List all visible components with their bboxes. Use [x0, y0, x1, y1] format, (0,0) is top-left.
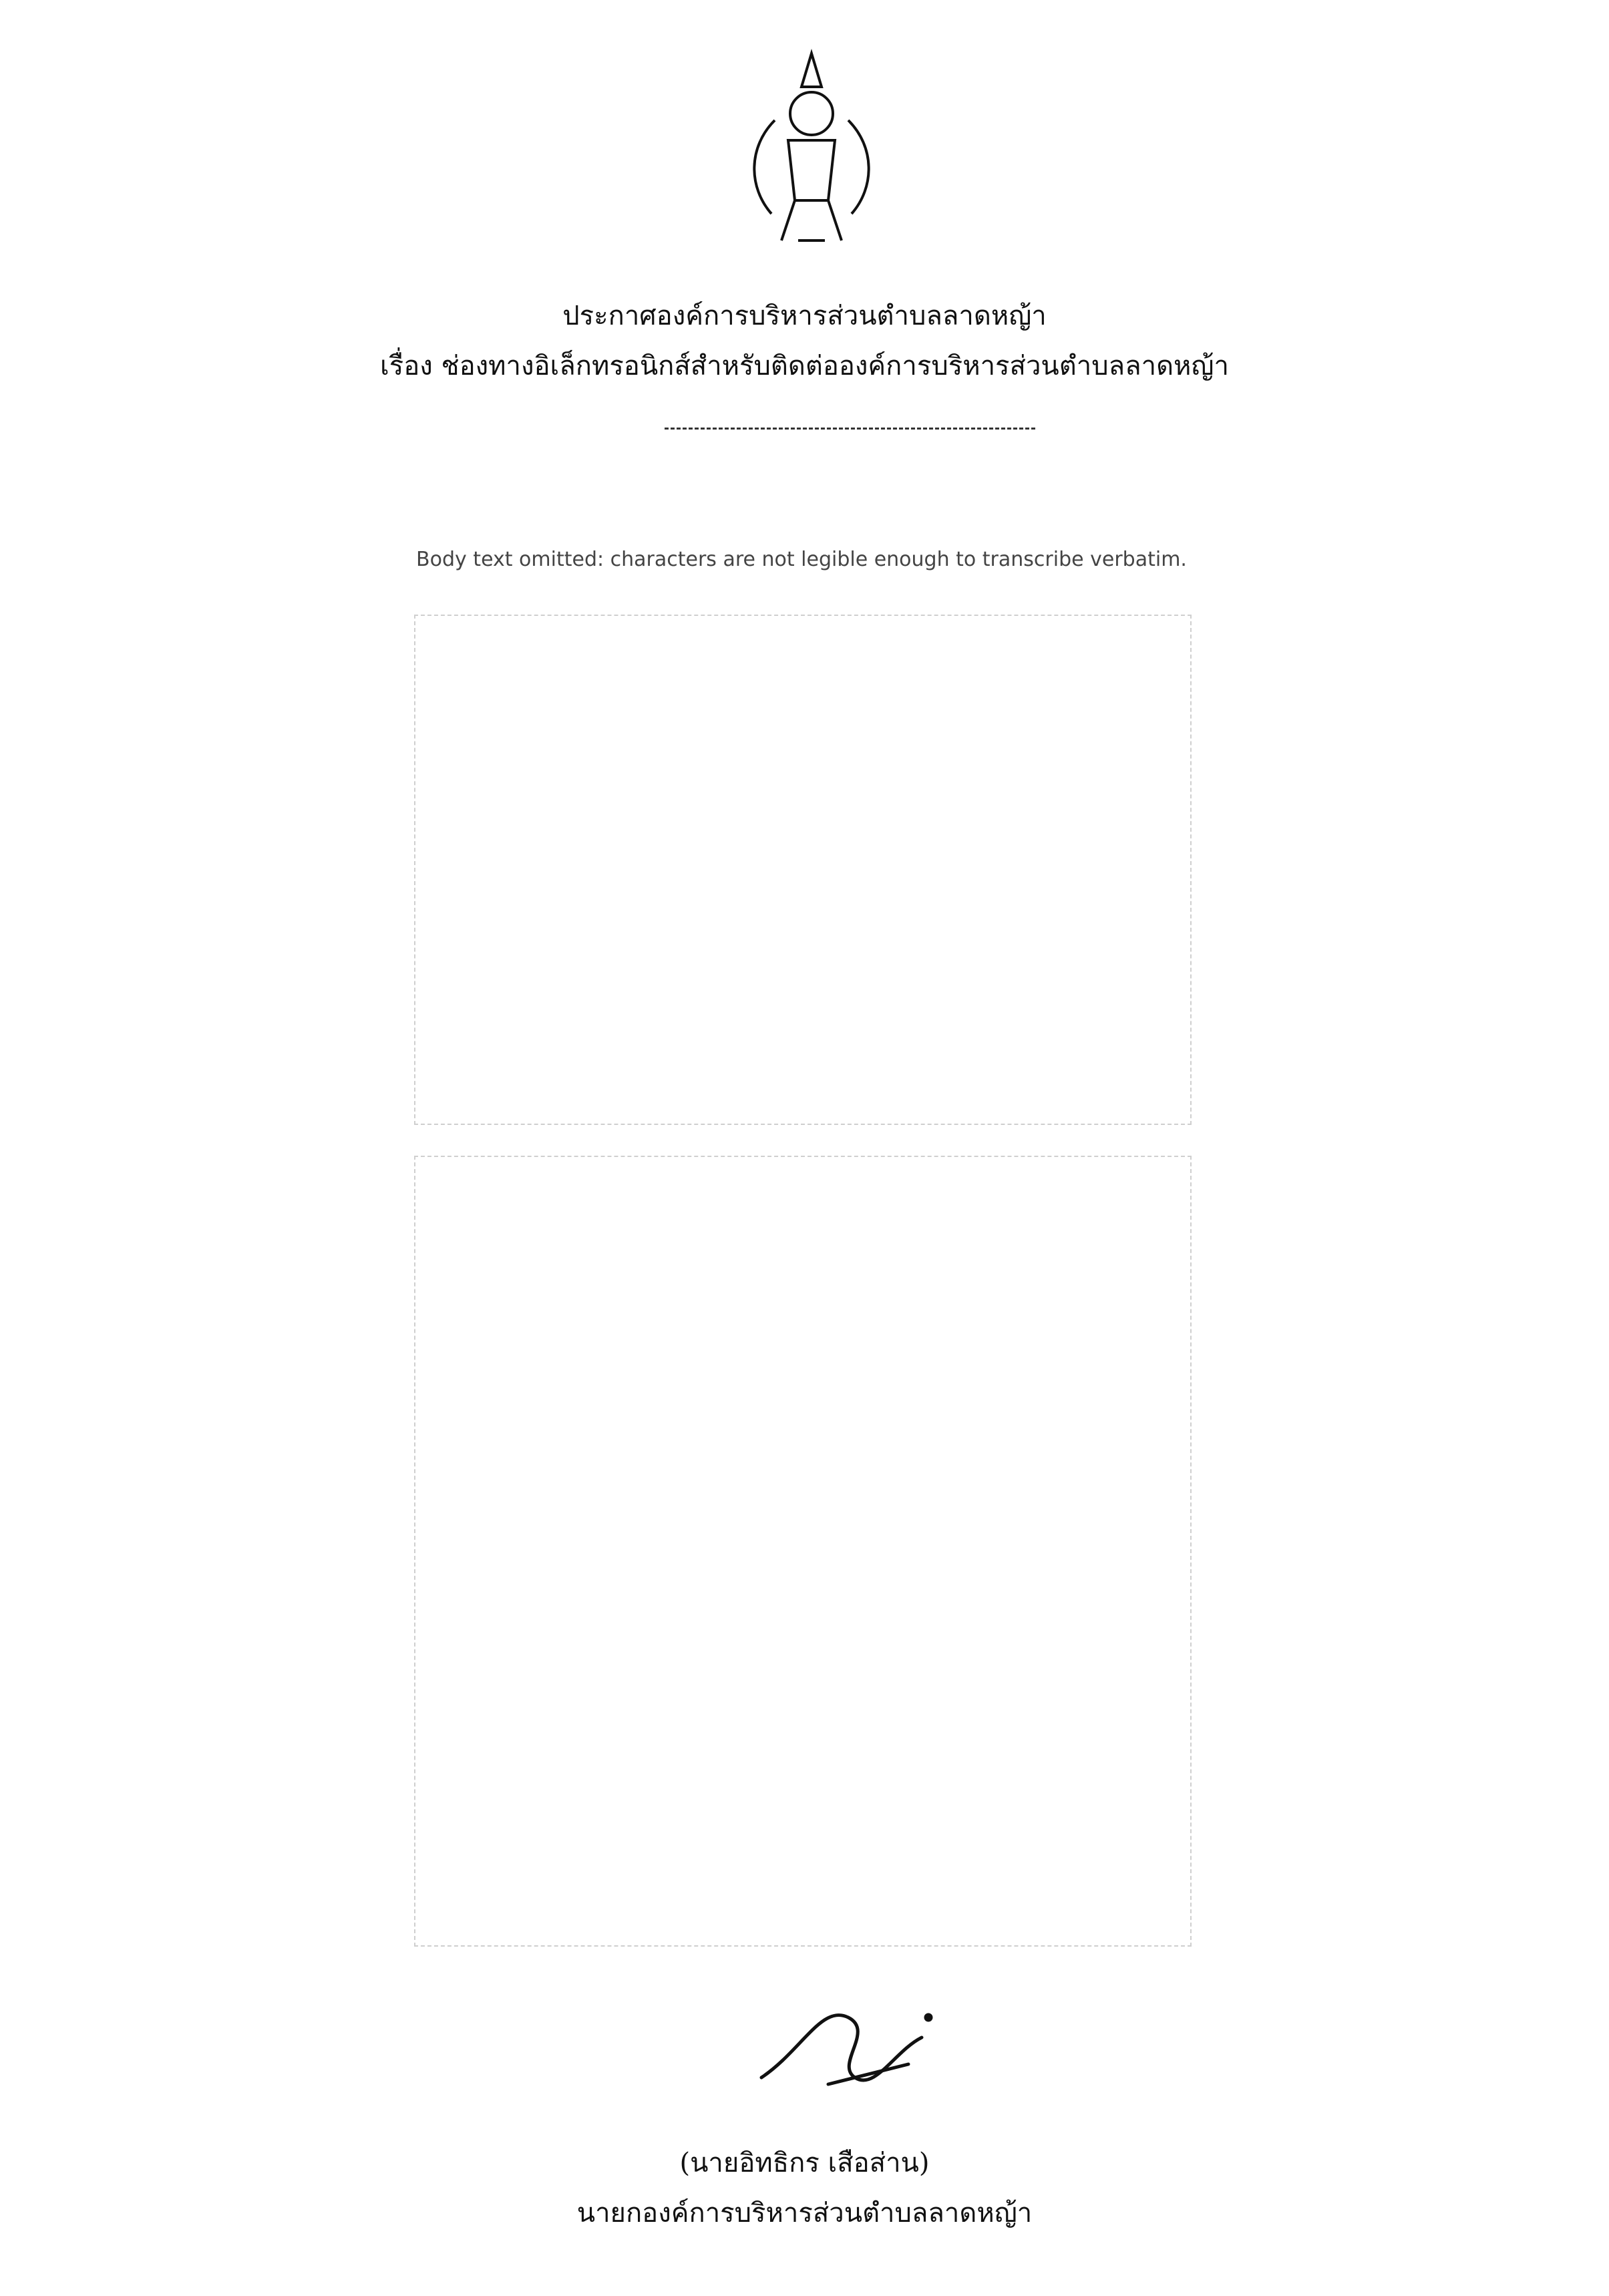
- signatory-name: (นายอิทธิกร เสือส่าน): [679, 2148, 930, 2178]
- announcement-title: ประกาศองค์การบริหารส่วนตำบลลาดหญ้า: [562, 301, 1047, 331]
- announcement-subject: เรื่อง ช่องทางอิเล็กทรอนิกส์สำหรับติดต่อองค์การบริหารส่วนตำบลลาดหญ้า: [380, 351, 1229, 381]
- omission-note: Body text omitted: characters are not legible enough to transcribe verbatim.: [416, 548, 1187, 571]
- divider-rule: [665, 428, 1035, 430]
- signatory-title: นายกองค์การบริหารส่วนตำบลลาดหญ้า: [576, 2198, 1033, 2229]
- body-block-2: [414, 1156, 1192, 1947]
- signature-mark: [748, 1977, 948, 2111]
- garuda-emblem-icon: [735, 40, 888, 261]
- body-block-1: [414, 615, 1192, 1125]
